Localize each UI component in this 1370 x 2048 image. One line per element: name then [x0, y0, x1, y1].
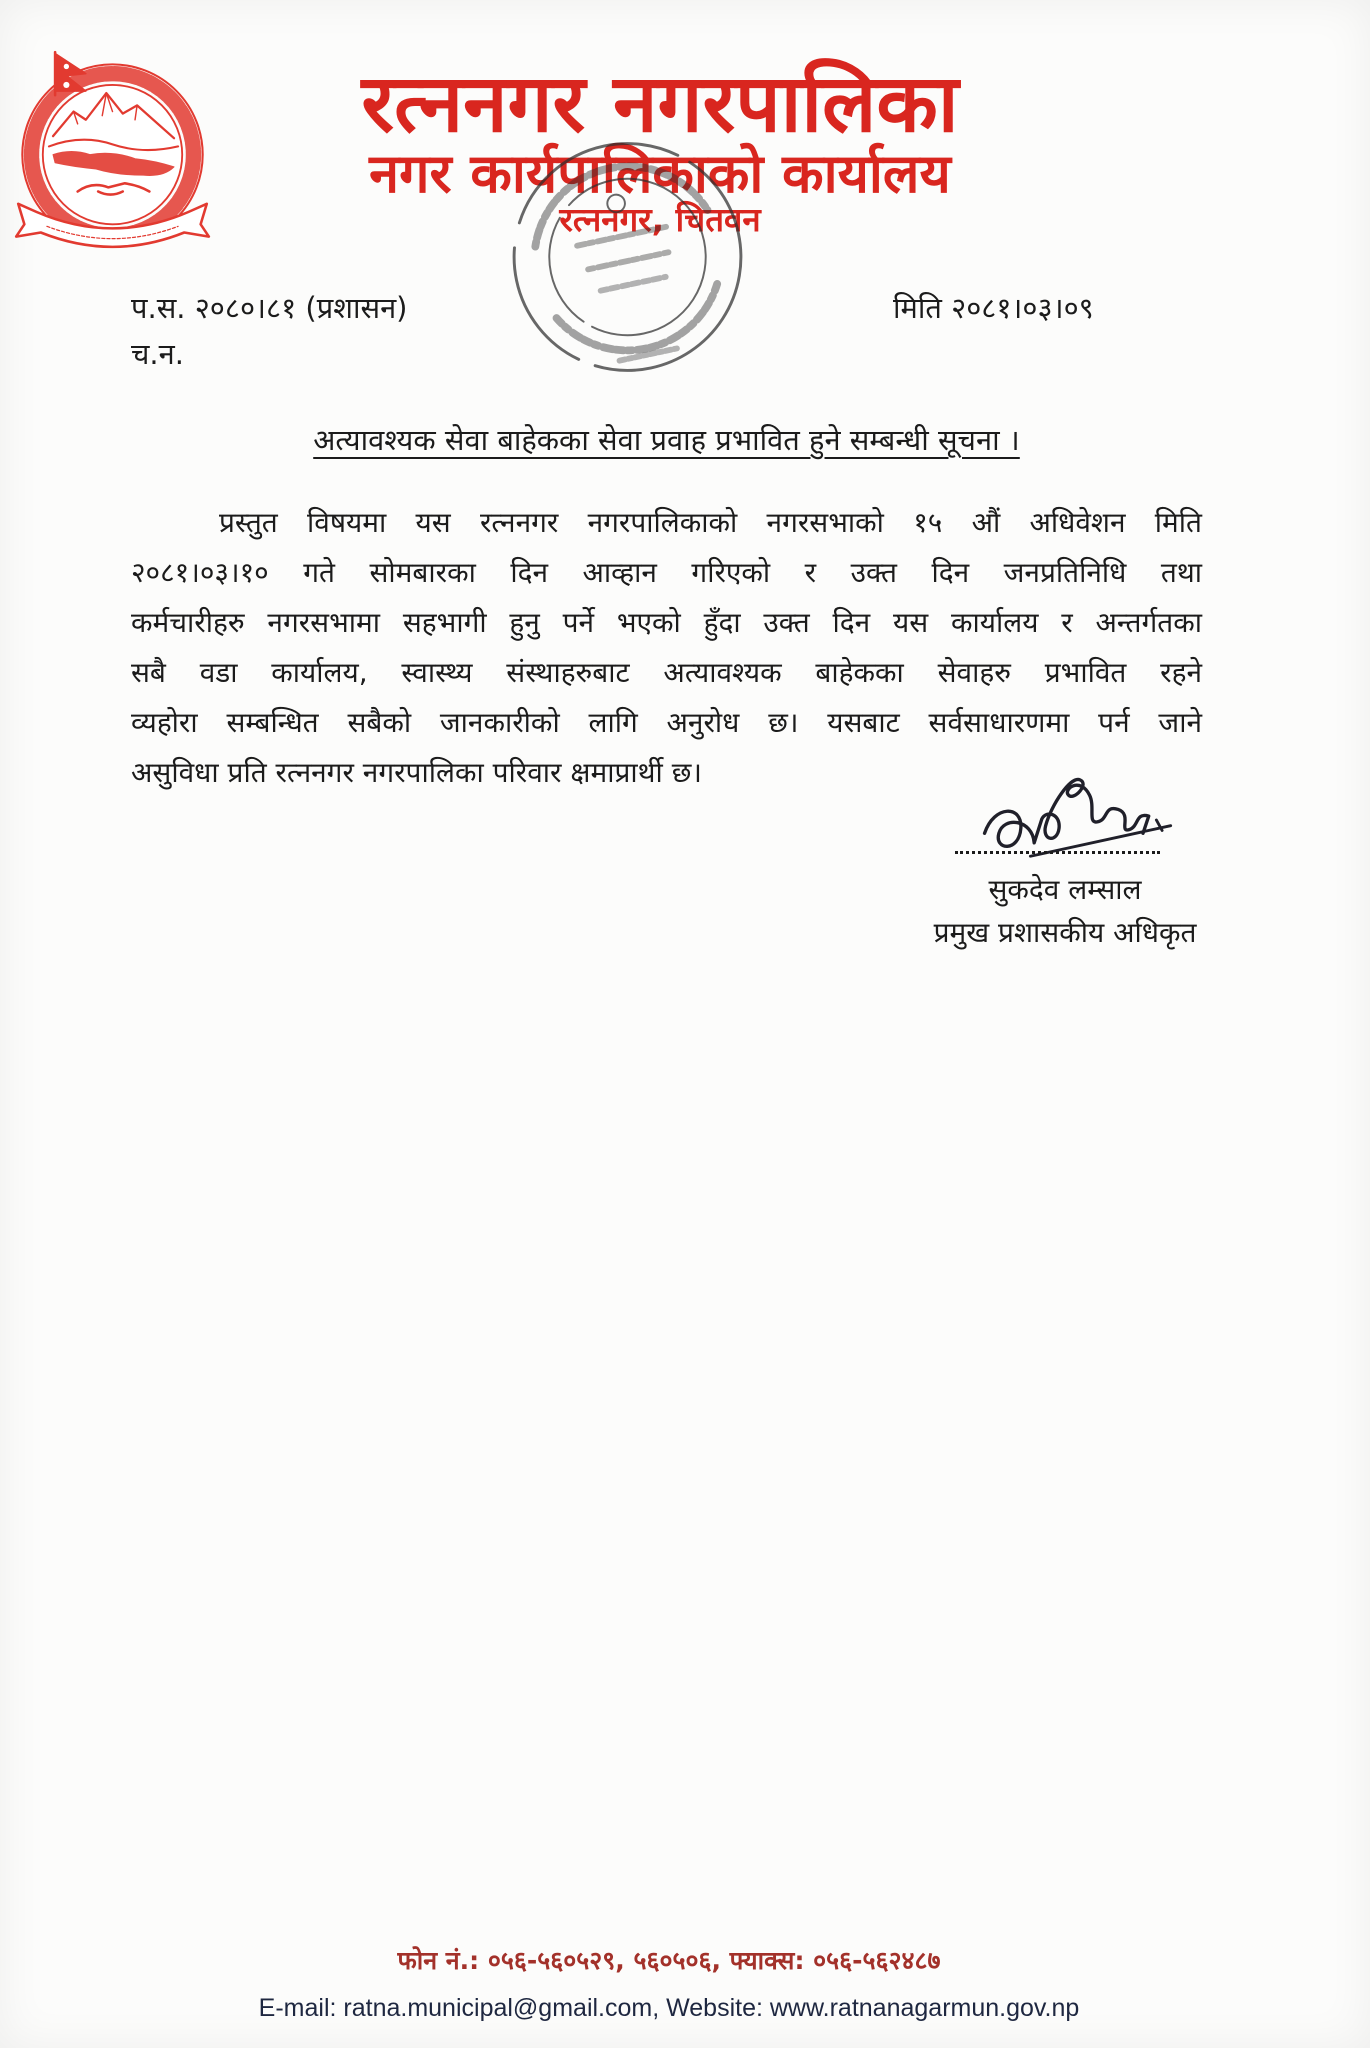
- municipality-title: रत्ननगर नगरपालिका: [361, 57, 959, 150]
- body-line: सबै वडा कार्यालय, स्वास्थ्य संस्थाहरुबाट अत्यावश्यक बाहेकका सेवाहरु प्रभावित रहने: [131, 656, 1202, 689]
- body-line: प्रस्तुत विषयमा यस रत्ननगर नगरपालिकाको नगरसभाको १५ औं अधिवेशन मिति: [219, 506, 1202, 539]
- signatory-name: सुकदेव लम्साल: [988, 873, 1142, 906]
- footer-email-website: E-mail: ratna.municipal@gmail.com, Website: www.ratnanagarmun.gov.np: [258, 1994, 1080, 2022]
- body-line: असुविधा प्रति रत्ननगर नगरपालिका परिवार क्षमाप्रार्थी छ।: [131, 756, 702, 789]
- footer-phone-fax: फोन नं.: ०५६-५६०५२९, ५६०५०६, फ्याक्स: ०५६-५६२४८७: [397, 1946, 941, 1975]
- signature-dotted-line: [955, 851, 1160, 854]
- handwritten-signature-icon: [975, 764, 1185, 874]
- office-location: रत्ननगर, चितवन: [559, 200, 761, 239]
- body-line: कर्मचारीहरु नगरसभामा सहभागी हुनु पर्ने भएको हुँदा उक्त दिन यस कार्यालय र अन्तर्गतका: [131, 606, 1202, 639]
- body-paragraph: [131, 498, 1202, 798]
- nepal-government-emblem-icon: [10, 48, 215, 253]
- letter-reference-number: प.स. २०८०।८१ (प्रशासन): [131, 291, 408, 325]
- office-subtitle: नगर कार्यपालिकाको कार्यालय: [369, 142, 951, 205]
- body-line: २०८१।०३।१० गते सोमबारका दिन आव्हान गरिएको र उक्त दिन जनप्रतिनिधि तथा: [131, 556, 1202, 589]
- signatory-designation: प्रमुख प्रशासकीय अधिकृत: [933, 916, 1197, 949]
- subject-text: अत्यावश्यक सेवा बाहेकका सेवा प्रवाह प्रभावित हुने सम्बन्धी सूचना ।: [313, 423, 1020, 457]
- body-line: व्यहोरा सम्बन्धित सबैको जानकारीको लागि अनुरोध छ। यसबाट सर्वसाधारणमा पर्न जाने: [131, 706, 1202, 739]
- office-round-stamp-icon: [500, 126, 755, 388]
- dispatch-number: च.न.: [131, 337, 184, 371]
- letter-date: मिति २०८१।०३।०९: [893, 291, 1094, 325]
- subject-line: [131, 423, 1202, 458]
